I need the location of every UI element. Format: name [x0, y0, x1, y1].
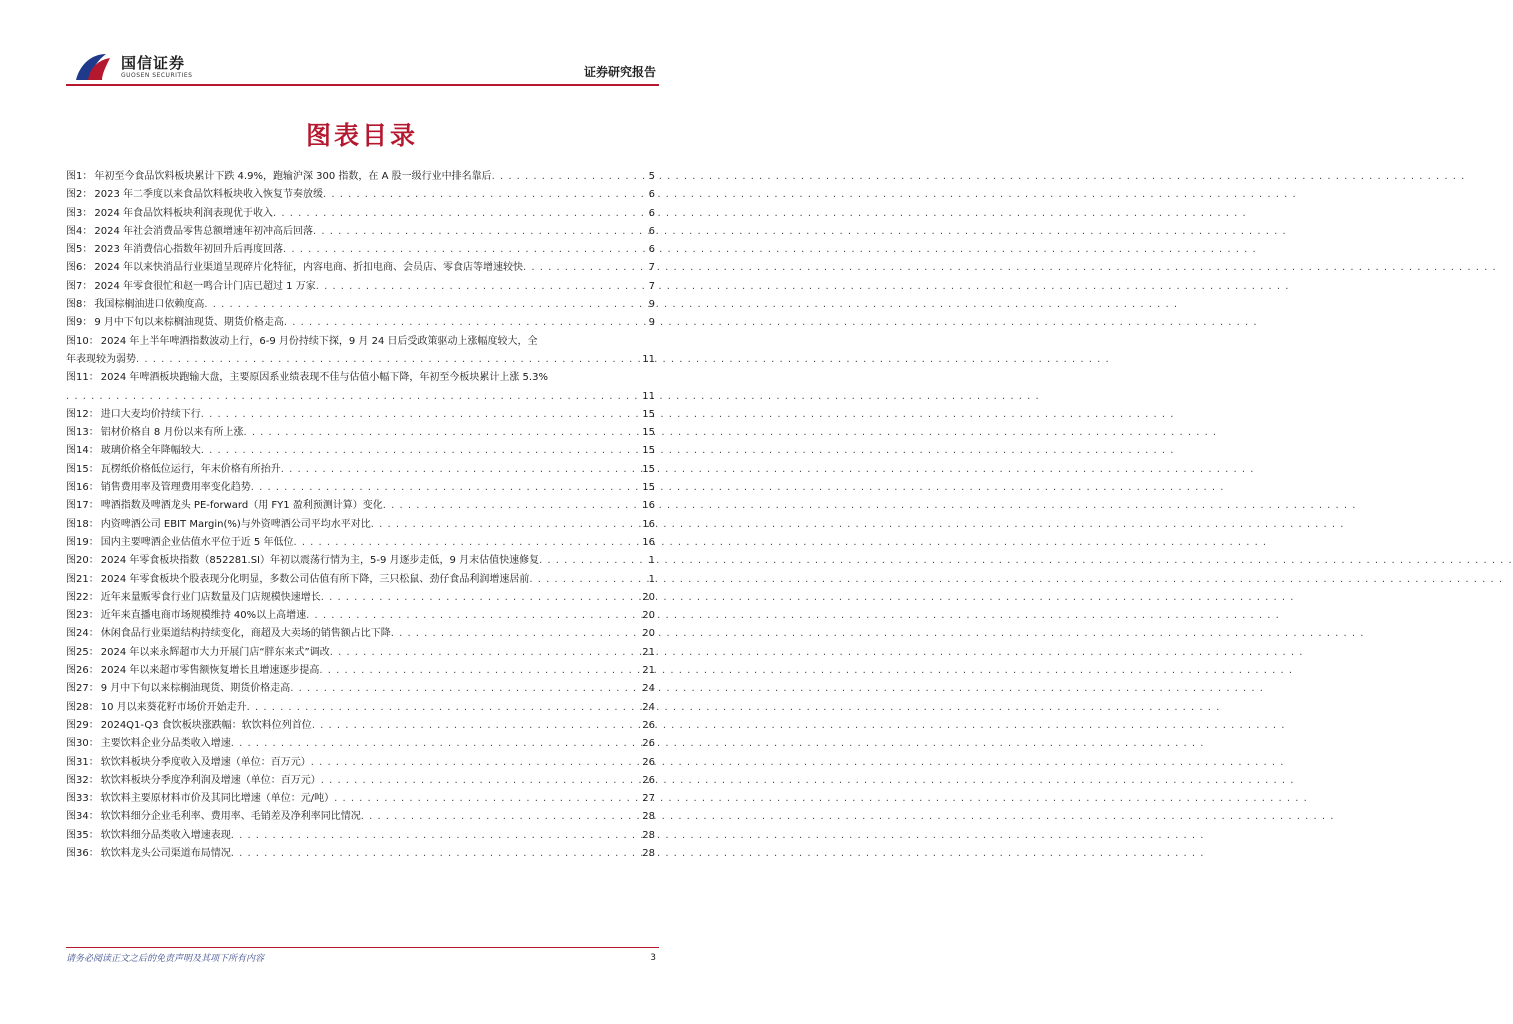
page-title: 图表目录: [305, 121, 418, 150]
toc-page-number: 15: [642, 482, 655, 494]
toc-figure-title: 2023 年二季度以来食品饮料板块收入恢复节奏放缓: [94, 189, 324, 201]
toc-leader-dots: [334, 790, 640, 808]
toc-entry[interactable]: [66, 534, 655, 552]
toc-figure-label: 图12：: [66, 408, 99, 420]
toc-page-number: 6: [648, 244, 655, 256]
toc-entry[interactable]: [66, 186, 655, 204]
toc-figure-title: 啤酒指数及啤酒龙头 PE-forward（用 FY1 盈利预测计算）变化: [100, 500, 383, 512]
toc-entry[interactable]: [66, 662, 655, 680]
toc-figure-label: 图8：: [66, 299, 93, 311]
toc-leader-dots: [201, 406, 641, 424]
toc-figure-label: 图19：: [66, 536, 99, 548]
toc-entry[interactable]: [66, 607, 655, 625]
brand-name-en: GUOSEN SECURITIES: [121, 72, 193, 79]
toc-leader-dots: [136, 351, 640, 369]
toc-figure-title: 10 月以来葵花籽市场价开始走升: [100, 701, 247, 713]
toc-leader-dots: [281, 461, 641, 479]
toc-entry[interactable]: [66, 772, 655, 790]
toc-figure-label: 图1：: [66, 171, 93, 182]
toc-leader-dots: [283, 241, 647, 259]
toc-figure-title: 软饮料主要原材料市价及其同比增速（单位：元/吨）: [100, 793, 335, 805]
toc-figure-title: 2024 年零食很忙和赵一鸣合计门店已超过 1 万家: [94, 280, 316, 292]
toc-leader-dots: [316, 278, 647, 296]
toc-leader-dots: [319, 662, 640, 680]
toc-leader-dots: [231, 735, 641, 753]
toc-entry[interactable]: [66, 479, 655, 497]
toc-figure-title: 软饮料龙头公司渠道布局情况: [100, 847, 231, 859]
toc-page-number: 16: [642, 500, 655, 512]
toc-figure-label: 图11：: [66, 372, 99, 384]
toc-page-number: 15: [642, 445, 655, 457]
toc-figure-title: 2024 年以来超市零售额恢复增长且增速逐步提高: [100, 665, 320, 677]
toc-figure-label: 图14：: [66, 445, 99, 457]
toc-leader-dots: [204, 296, 646, 314]
toc-entry[interactable]: [66, 644, 655, 662]
toc-leader-dots: [251, 479, 641, 497]
toc-entry[interactable]: [66, 461, 655, 479]
page-header: [0, 0, 724, 88]
toc-entry[interactable]: [66, 754, 655, 772]
toc-figure-title: 内资啤酒公司 EBIT Margin(%)与外资啤酒公司平均水平对比: [100, 518, 371, 530]
toc-page-number: 5: [648, 171, 655, 182]
toc-page-number: 26: [642, 756, 655, 768]
toc-figure-label: 图28：: [66, 701, 99, 713]
toc-entry[interactable]: [66, 223, 655, 241]
toc-figure-title: 国内主要啤酒企业估值水平位于近 5 年低位: [100, 536, 294, 548]
toc-leader-dots: [66, 388, 640, 406]
toc-leader-dots: [231, 845, 641, 863]
toc-leader-dots: [313, 223, 647, 241]
toc-figure-label: 图35：: [66, 829, 99, 841]
toc-page-number: 6: [648, 225, 655, 237]
toc-figure-label: 图15：: [66, 463, 99, 475]
toc-figure-title: 瓦楞纸价格低位运行，年末价格有所抬升: [100, 463, 281, 475]
toc-figure-label: 图18：: [66, 518, 99, 530]
toc-leader-dots: [273, 205, 647, 223]
toc-figure-title: 软饮料细分品类收入增速表现: [100, 829, 231, 841]
toc-entry[interactable]: [66, 571, 655, 589]
brand-name-cn: 国信证券: [121, 54, 186, 72]
toc-entry[interactable]: [66, 278, 655, 296]
toc-figure-title: 9 月中下旬以来棕榈油现货、期货价格走高: [100, 683, 291, 695]
toc-entry[interactable]: [66, 717, 655, 735]
toc-figure-title: 软饮料板块分季度净利润及增速（单位：百万元）: [100, 774, 321, 786]
toc-entry[interactable]: [66, 625, 655, 643]
toc-leader-dots: [321, 589, 641, 607]
toc-page-number: 26: [642, 774, 655, 786]
toc-leader-dots: [284, 314, 647, 332]
toc-page-number: 26: [642, 719, 655, 731]
toc-entry[interactable]: [66, 424, 655, 442]
toc-page-number: 7: [648, 280, 655, 292]
toc-figure-title: 年初至今食品饮料板块累计下跌 4.9%，跑输沪深 300 指数，在 A 股一级行业中排名靠后: [94, 171, 492, 182]
toc-figure-title: 2024 年社会消费品零售总额增速年初冲高后回落: [94, 225, 314, 237]
toc-figure-label: 图7：: [66, 280, 93, 292]
toc-entry[interactable]: [66, 406, 655, 424]
toc-entry[interactable]: [66, 735, 655, 753]
footer-divider: [66, 947, 659, 948]
toc-entry[interactable]: [66, 369, 655, 406]
toc-entry[interactable]: [66, 205, 655, 223]
toc-figure-label: 图17：: [66, 500, 99, 512]
toc-leader-dots: [323, 186, 647, 204]
toc-figure-title: 进口大麦均价持续下行: [100, 408, 201, 420]
toc-leader-dots: [361, 808, 641, 826]
toc-leader-dots: [330, 644, 641, 662]
toc-entry[interactable]: [66, 241, 655, 259]
toc-leader-dots: [247, 699, 641, 717]
toc-entry[interactable]: [66, 699, 655, 717]
toc-leader-dots: [243, 424, 640, 442]
toc-figure-title: 2023 年消费信心指数年初回升后再度回落: [94, 244, 284, 256]
toc-entry[interactable]: [66, 259, 655, 277]
toc-page-number: 11: [642, 353, 655, 365]
toc-entry[interactable]: [66, 808, 655, 826]
toc-figure-label: 图32：: [66, 774, 99, 786]
toc-figure-label: 图31：: [66, 756, 99, 768]
toc-figure-label: 图5：: [66, 244, 93, 256]
toc-page-number: 21: [642, 665, 655, 677]
toc-figure-title: 铝材价格自 8 月份以来有所上涨: [100, 427, 244, 439]
toc-page-number: 7: [648, 262, 655, 274]
toc-entry[interactable]: [66, 790, 655, 808]
toc-page-number: 24: [642, 683, 655, 695]
toc-page-number: 15: [642, 408, 655, 420]
toc-page-number: 6: [648, 189, 655, 201]
toc-page-number: 9: [648, 317, 655, 329]
toc-figure-label: 图33：: [66, 793, 99, 805]
page-number: 3: [650, 953, 656, 963]
toc-page-number: 9: [648, 299, 655, 311]
guosen-logo-icon: [72, 50, 112, 84]
toc-entry[interactable]: [66, 589, 655, 607]
toc-figure-label: 图4：: [66, 225, 93, 237]
toc-leader-dots: [311, 754, 641, 772]
toc-leader-dots: [492, 168, 647, 186]
toc-figure-title: 软饮料细分企业毛利率、费用率、毛销差及净利率同比情况: [100, 811, 361, 823]
toc-leader-dots: [523, 259, 647, 277]
toc-figure-label: 图13：: [66, 427, 99, 439]
toc-figure-title: 近年来量贩零食行业门店数量及门店规模快速增长: [100, 591, 321, 603]
toc-leader-dots: [290, 680, 640, 698]
toc-figure-label: 图26：: [66, 665, 99, 677]
toc-leader-dots: [539, 552, 647, 570]
table-of-figures: [66, 168, 655, 863]
toc-figure-label: 图25：: [66, 646, 99, 658]
toc-figure-label: 图16：: [66, 482, 99, 494]
toc-page-number: 1: [648, 555, 655, 567]
toc-figure-title: 2024 年上半年啤酒指数波动上行，6-9 月份持续下探，9 月 24 日后受政策驱动上涨幅度较大，全: [100, 335, 538, 347]
toc-leader-dots: [293, 534, 640, 552]
toc-figure-title: 休闲食品行业渠道结构持续变化，商超及大卖场的销售额占比下降: [100, 628, 391, 640]
toc-leader-dots: [383, 497, 640, 515]
toc-figure-label: 图34：: [66, 811, 99, 823]
toc-entry[interactable]: [66, 552, 655, 570]
toc-figure-title: 软饮料板块分季度收入及增速（单位：百万元）: [100, 756, 311, 768]
toc-leader-dots: [201, 442, 641, 460]
toc-figure-label: 图24：: [66, 628, 99, 640]
toc-page-number: 20: [642, 610, 655, 622]
toc-figure-label: 图21：: [66, 573, 99, 585]
toc-figure-label: 图6：: [66, 262, 93, 274]
toc-leader-dots: [312, 717, 640, 735]
toc-page-number: 15: [642, 427, 655, 439]
toc-figure-label: 图20：: [66, 555, 99, 567]
toc-leader-dots: [306, 607, 640, 625]
toc-leader-dots: [231, 827, 641, 845]
toc-page-number: 28: [642, 829, 655, 841]
toc-figure-label: 图3：: [66, 207, 93, 219]
toc-page-number: 20: [642, 591, 655, 603]
toc-page-number: 6: [648, 207, 655, 219]
header-divider: [66, 84, 659, 86]
toc-figure-label: 图36：: [66, 847, 99, 859]
toc-entry[interactable]: [66, 497, 655, 515]
toc-leader-dots: [371, 516, 640, 534]
toc-page-number: 28: [642, 811, 655, 823]
toc-entry[interactable]: [66, 442, 655, 460]
toc-figure-title: 2024 年食品饮料板块利润表现优于收入: [94, 207, 274, 219]
toc-page-number: 26: [642, 738, 655, 750]
toc-entry[interactable]: [66, 168, 655, 186]
report-type-label: 证券研究报告: [583, 65, 656, 79]
toc-page-number: 15: [642, 463, 655, 475]
toc-entry[interactable]: [66, 827, 655, 845]
toc-figure-title: 近年来直播电商市场规模维持 40%以上高增速: [100, 610, 307, 622]
toc-page-number: 28: [642, 847, 655, 859]
toc-page-number: 16: [642, 518, 655, 530]
toc-entry[interactable]: [66, 333, 655, 370]
toc-figure-title: 2024 年啤酒板块跑输大盘，主要原因系业绩表现不佳与估值小幅下降，年初至今板块累计上涨 5.3%: [100, 372, 548, 384]
toc-page-number: 24: [642, 701, 655, 713]
toc-figure-label: 图27：: [66, 683, 99, 695]
toc-figure-title: 2024Q1-Q3 食饮板块涨跌幅：软饮料位列首位: [100, 719, 312, 731]
toc-entry[interactable]: [66, 296, 655, 314]
toc-figure-title: 9 月中下旬以来棕榈油现货、期货价格走高: [94, 317, 284, 329]
toc-figure-label: 图9：: [66, 317, 93, 329]
toc-leader-dots: [321, 772, 641, 790]
toc-entry[interactable]: [66, 680, 655, 698]
toc-figure-title: 2024 年零食板块指数（852281.SI）年初以震荡行情为主，5-9 月逐步走低，9 月末估值快速修复: [100, 555, 540, 567]
toc-figure-label: 图23：: [66, 610, 99, 622]
toc-page-number: 20: [642, 628, 655, 640]
toc-leader-dots: [529, 571, 646, 589]
toc-leader-dots: [391, 625, 641, 643]
toc-figure-label: 图2：: [66, 189, 93, 201]
toc-figure-label: 图10：: [66, 335, 99, 347]
toc-page-number: 11: [642, 390, 655, 402]
toc-page-number: 1: [648, 573, 655, 585]
toc-page-number: 21: [642, 646, 655, 658]
toc-figure-label: 图22：: [66, 591, 99, 603]
toc-entry[interactable]: [66, 845, 655, 863]
toc-entry[interactable]: [66, 516, 655, 534]
toc-figure-title: 玻璃价格全年降幅较大: [100, 445, 201, 457]
toc-figure-title: 2024 年以来快消品行业渠道呈现碎片化特征，内容电商、折扣电商、会员店、零食店等增速较快: [94, 262, 524, 274]
disclaimer-text: 请务必阅读正文之后的免责声明及其项下所有内容: [66, 954, 265, 964]
toc-figure-title: 2024 年零食板块个股表现分化明显，多数公司估值有所下降，三只松鼠、劲仔食品利润增速居前: [100, 573, 530, 585]
toc-figure-title: 2024 年以来永辉超市大力开展门店“胖东来式”调改: [100, 646, 330, 658]
toc-figure-title-cont: 年表现较为弱势: [66, 353, 136, 365]
toc-figure-label: 图29：: [66, 719, 99, 731]
toc-figure-title: 销售费用率及管理费用率变化趋势: [100, 482, 251, 494]
toc-entry[interactable]: [66, 314, 655, 332]
toc-figure-label: 图30：: [66, 738, 99, 750]
toc-figure-title: 主要饮料企业分品类收入增速: [100, 738, 231, 750]
toc-page-number: 27: [642, 793, 655, 805]
toc-figure-title: 我国棕榈油进口依赖度高: [94, 299, 205, 311]
toc-page-number: 16: [642, 536, 655, 548]
